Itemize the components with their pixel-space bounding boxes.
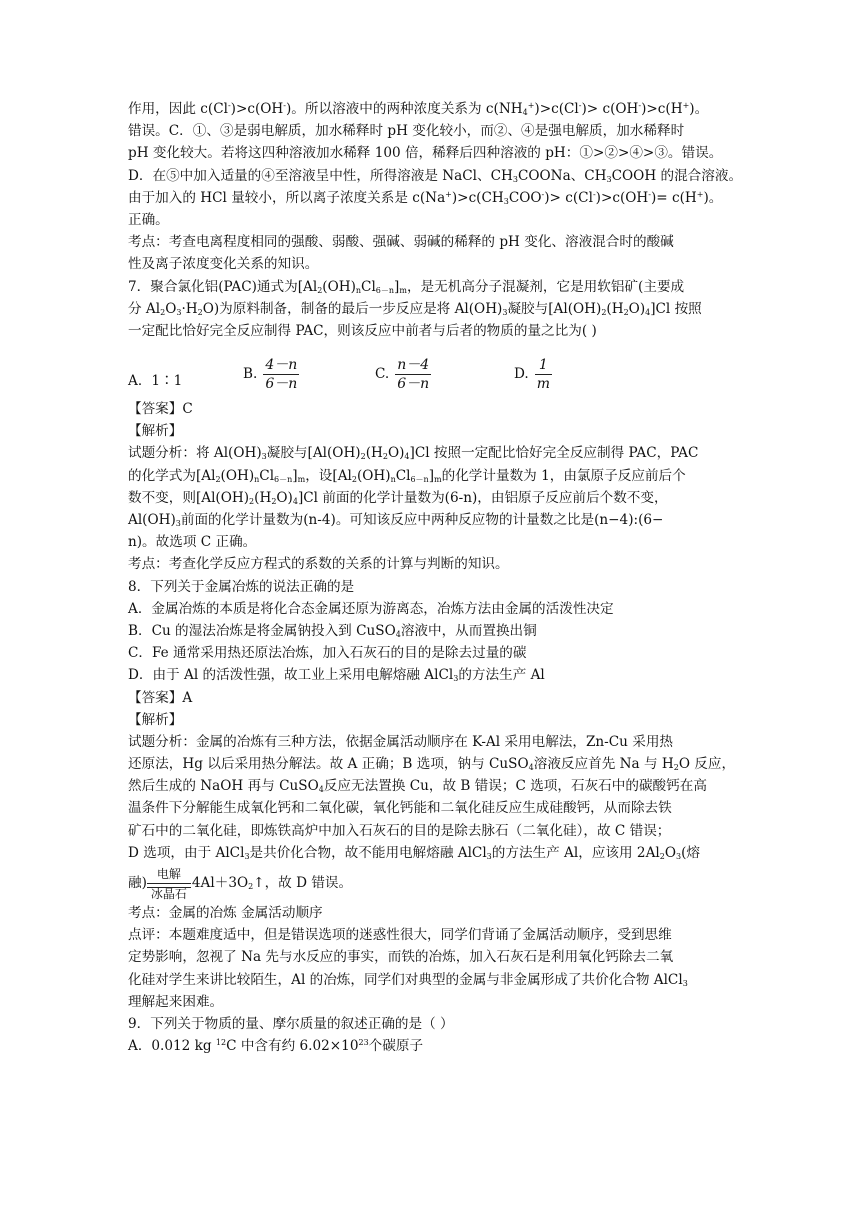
question-7-options	[128, 342, 738, 398]
option-c: C．Fe 通常采用热还原法冶炼，加入石灰石的目的是除去过量的碳	[128, 645, 527, 662]
text-line: 数不变，则$[Al(OH)_2(H_2O)_4]Cl$ 前面的化学计量数为(6-n)，由铝原子反应前后个数不变，	[128, 489, 668, 506]
option-a: A．1∶1	[128, 372, 183, 389]
option-b: B．Cu 的湿法冶炼是将金属钠投入到 CuSO$_4$溶液中，从而置换出铜	[128, 622, 537, 639]
text-line: n)。故选项 C 正确。	[128, 534, 257, 551]
text-line: 试题分析：金属的冶炼有三种方法，依据金属活动顺序在 K-Al 采用电解法，Zn-Cu 采用热	[128, 733, 674, 750]
text-line: 正确。	[128, 211, 169, 228]
fraction: $\frac{n-4}{6-n}$	[397, 357, 430, 393]
answer-label: 【答案】A	[128, 689, 193, 706]
option-c: C. $\frac{n-4}{6-n}$	[375, 357, 430, 393]
reaction-condition: 电解 冰晶石	[147, 866, 191, 902]
text-line: D 选项，由于 AlCl$_3$是共价化合物，故不能用电解熔融 AlCl$_3$的方法生产 Al，应该用 $2Al_2O_3$(熔	[128, 844, 700, 861]
text-line: 作用，因此 c(Cl-)>c(OH-)。所以溶液中的两种浓度关系为 $c(NH_4^+)>c(Cl^-)> c(OH^-)>c(H^+)$。	[128, 101, 709, 117]
question-9-stem: 9．下列关于物质的量、摩尔质量的叙述正确的是（ ）	[128, 1015, 454, 1032]
option-d: D．由于 Al 的活泼性强，故工业上采用电解熔融 AlCl$_3$的方法生产 Al	[128, 667, 545, 684]
fraction: $\frac{4-n}{6-n}$	[265, 357, 298, 393]
option-d: D. $\frac{1}{m}$	[514, 357, 551, 393]
point-line: 考点：考查化学反应方程式的系数的关系的计算与判断的知识。	[128, 556, 509, 573]
text-line: 由于加入的 HCl 量较小，所以离子浓度关系是 $c(Na^+)>c(CH_3COO^-)> c(Cl^-)>c(OH^-)= c(H^+)$。	[128, 189, 723, 206]
option-b: B. $\frac{4-n}{6-n}$	[243, 357, 298, 393]
text-line: 化硅对学生来讲比较陌生，Al 的冶炼，同学们对典型的金属与非金属形成了共价化合物 AlCl$_3$	[128, 971, 688, 988]
option-a: A．金属冶炼的本质是将化合态金属还原为游离态，冶炼方法由金属的活泼性决定	[128, 600, 614, 617]
answer-label: 【答案】C	[128, 401, 193, 418]
text-line: 矿石中的二氧化硅，即炼铁高炉中加入石灰石的目的是除去脉石（二氧化硅），故 C 错误；	[128, 822, 671, 839]
text-line: 一定配比恰好完全反应制得 PAC，则该反应中前者与后者的物质的量之比为( )	[128, 322, 597, 339]
text-line: 试题分析：将 $Al(OH)_3$凝胶与$[Al(OH)_2(H_2O)_4]Cl$ 按照一定配比恰好完全反应制得 PAC，PAC	[128, 445, 699, 462]
text-line: pH 变化较大。若将这四种溶液加水稀释 100 倍，稀释后四种溶液的 pH：①>②>④>③。错误。	[128, 145, 723, 162]
text-line: 性及离子浓度变化关系的知识。	[128, 256, 319, 273]
equation-line: 融) 电解 冰晶石 $4Al+3O_2↑$，故 D 错误。	[128, 866, 353, 901]
question-8-stem: 8．下列关于金属冶炼的说法正确的是	[128, 578, 355, 595]
analysis-label: 【解析】	[128, 423, 183, 440]
text-line: 然后生成的 NaOH 再与 CuSO$_4$反应无法置换 Cu，故 B 错误；C 选项，石灰石中的碳酸钙在高	[128, 778, 707, 795]
question-7-stem: 7．聚合氯化铝(PAC)通式为$[Al_2(OH)_nCl_{6-n}]_m$，是无机高分子混凝剂，它是用软铝矿(主要成	[128, 278, 685, 295]
point-line: 考点：金属的冶炼 金属活动顺序	[128, 905, 323, 921]
text-line: D．在⑤中加入适量的④至溶液呈中性，所得溶液是 NaCl、$CH_3COONa$、$CH_3COOH$ 的混合溶液。	[128, 167, 743, 184]
text-line: 理解起来困难。	[128, 993, 224, 1010]
text-line: 温条件下分解能生成氧化钙和二氧化碳，氧化钙能和二氧化硅反应生成硅酸钙，从而除去铁	[128, 800, 672, 817]
option-a: A．0.012 kg $^{12}$C 中含有约 $6.02\times 10^{23}$个碳原子	[128, 1038, 424, 1055]
document-page	[128, 98, 743, 1057]
text-line: 还原法，Hg 以后采用热分解法。故 A 正确；B 选项，钠与 CuSO$_4$溶液反应首先 Na 与 $H_2O$ 反应，	[128, 756, 736, 773]
fraction: $\frac{1}{m}$	[536, 357, 551, 393]
text-line: 定势影响，忽视了 Na 先与水反应的事实，而铁的冶炼，加入石灰石是利用氧化钙除去二氧	[128, 949, 674, 966]
text-line: $Al(OH)_3$前面的化学计量数为(n-4)。可知该反应中两种反应物的计量数之比是(n−4):(6−	[128, 512, 664, 528]
comment-line: 点评：本题难度适中，但是错误选项的迷惑性很大，同学们背诵了金属活动顺序，受到思维	[128, 927, 672, 944]
text-line: 考点：考查电离程度相同的强酸、弱酸、强碱、弱碱的稀释的 pH 变化、溶液混合时的酸碱	[128, 234, 674, 251]
analysis-label: 【解析】	[128, 711, 183, 728]
text-line: 错误。C．①、③是弱电解质，加水稀释时 pH 变化较小，而②、④是强电解质，加水稀释时	[128, 123, 685, 140]
text-line: 分 $Al_2O_3\cdot H_2O$)为原料制备，制备的最后一步反应是将 $Al(OH)_3$凝胶与$[Al(OH)_2(H_2O)_4]Cl$ 按照	[128, 300, 702, 317]
text-line: 的化学式为$[Al_2(OH)_nCl_{6-n}]_m$，设$[Al_2(OH)_nCl_{6-n}]_m$的化学计量数为 1，由氯原子反应前后个	[128, 467, 686, 484]
